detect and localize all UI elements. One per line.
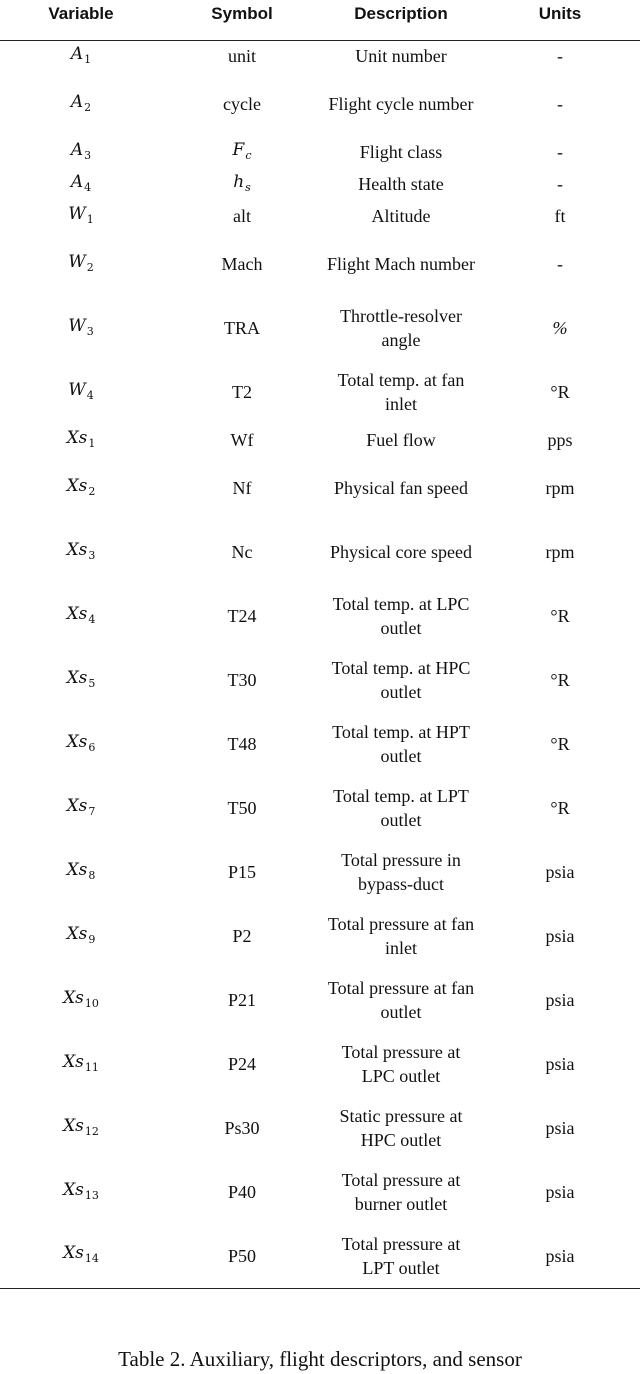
description-cell: Flight class [359, 142, 443, 162]
variable-cell: $Xs_8$ [66, 859, 96, 882]
variable-cell: $Xs_{10}$ [63, 987, 99, 1010]
symbol-cell: Nf [232, 478, 252, 498]
table-row [0, 136, 640, 168]
header-variable: Variable [0, 0, 162, 40]
variable-cell: $A_1$ [70, 43, 92, 66]
table-body [0, 40, 640, 1288]
variable-cell: $W_1$ [68, 203, 94, 226]
variable-cell: $Xs_3$ [66, 539, 96, 562]
variable-cell: $Xs_5$ [66, 667, 96, 690]
table-row [0, 1096, 640, 1160]
table-row [0, 648, 640, 712]
description-cell: Total pressure in bypass-duct [341, 850, 461, 894]
symbol-cell: Mach [221, 254, 263, 274]
variable-cell: $Xs_1$ [66, 427, 96, 450]
units-cell: rpm [545, 478, 575, 498]
symbol-cell: alt [233, 206, 251, 226]
table-row [0, 232, 640, 296]
description-cell: Total pressure at LPC outlet [341, 1042, 461, 1086]
units-cell: psia [545, 1118, 575, 1138]
units-cell: psia [545, 990, 575, 1010]
symbol-cell: T24 [227, 606, 257, 626]
description-cell: Total pressure at fan outlet [327, 978, 475, 1022]
table-header [0, 0, 640, 40]
header-symbol: Symbol [162, 0, 322, 40]
table-row [0, 360, 640, 424]
header-units: Units [480, 0, 640, 40]
symbol-cell: P2 [232, 926, 252, 946]
variable-cell: $Xs_4$ [66, 603, 96, 626]
units-cell: pps [547, 430, 573, 450]
variable-cell: $Xs_6$ [66, 731, 96, 754]
table-row [0, 776, 640, 840]
description-cell: Total temp. at HPC outlet [331, 658, 471, 702]
table-row [0, 904, 640, 968]
table-row [0, 968, 640, 1032]
units-cell: psia [545, 862, 575, 882]
symbol-cell: T30 [227, 670, 257, 690]
symbol-cell: $F_c$ [232, 139, 252, 162]
description-cell: Physical core speed [330, 542, 472, 562]
variable-cell: $W_4$ [68, 379, 94, 402]
variable-cell: $A_4$ [70, 171, 92, 194]
description-cell: Total temp. at LPC outlet [332, 594, 470, 638]
table-row [0, 520, 640, 584]
variable-cell: $Xs_{13}$ [63, 1179, 99, 1202]
table-row [0, 40, 640, 72]
variable-cell: $Xs_{14}$ [0, 1224, 162, 1288]
description-cell: Static pressure at HPC outlet [339, 1106, 463, 1150]
symbol-cell: P21 [227, 990, 256, 1010]
units-cell: rpm [545, 542, 575, 562]
table-row [0, 712, 640, 776]
units-cell: - [557, 94, 563, 114]
symbol-cell: unit [227, 46, 256, 67]
description-cell: Altitude [371, 206, 431, 226]
table-row [0, 72, 640, 136]
units-cell: psia [545, 1182, 575, 1202]
table-row [0, 584, 640, 648]
table-row [0, 1160, 640, 1224]
description-cell: Health state [358, 174, 444, 194]
variable-cell: $Xs_{11}$ [63, 1051, 99, 1074]
variable-cell: $W_2$ [68, 251, 94, 274]
symbol-cell: Nc [231, 542, 253, 562]
units-cell: °R [550, 734, 570, 754]
description-cell: Physical fan speed [334, 478, 468, 498]
units-cell: - [557, 46, 563, 67]
header-description: Description [322, 0, 480, 40]
variable-cell: $Xs_{12}$ [63, 1115, 99, 1138]
description-cell: Unit number [355, 46, 447, 67]
variable-cell: $A_2$ [70, 91, 92, 114]
variable-cell: $Xs_7$ [66, 795, 96, 818]
description-cell: Total temp. at fan inlet [337, 370, 465, 414]
table-row [0, 1224, 640, 1288]
table-row [0, 1032, 640, 1096]
units-cell: - [557, 254, 563, 274]
variable-cell: $A_3$ [70, 139, 92, 162]
symbol-cell: P24 [227, 1054, 256, 1074]
header-row [0, 0, 640, 40]
symbol-cell: P50 [162, 1224, 322, 1288]
units-cell: psia [480, 1224, 640, 1288]
description-cell: Total temp. at HPT outlet [332, 722, 470, 766]
table-row [0, 168, 640, 200]
units-cell: °R [550, 382, 570, 402]
table-row [0, 456, 640, 520]
symbol-cell: Ps30 [224, 1118, 260, 1138]
units-cell: psia [545, 1054, 575, 1074]
symbol-cell: T2 [232, 382, 252, 402]
units-cell: psia [545, 926, 575, 946]
description-cell: Total pressure at LPT outlet [322, 1224, 480, 1288]
symbol-cell: TRA [224, 318, 260, 338]
description-cell: Flight Mach number [327, 254, 475, 274]
symbol-cell: T48 [227, 734, 257, 754]
description-cell: Total pressure at fan inlet [327, 914, 475, 958]
units-cell: °R [550, 798, 570, 818]
table-row [0, 296, 640, 360]
table-caption: Table 2. Auxiliary, flight descriptors, and sensor [118, 1347, 522, 1371]
description-cell: Throttle-resolver angle [340, 306, 462, 350]
description-cell: Fuel flow [366, 430, 436, 450]
units-cell: ft [554, 206, 566, 226]
symbol-cell: Wf [230, 430, 254, 450]
table-row [0, 200, 640, 232]
symbol-cell: $h_s$ [233, 171, 251, 194]
symbol-cell: P40 [227, 1182, 256, 1202]
units-cell: % [552, 318, 568, 338]
variable-cell: $Xs_2$ [66, 475, 96, 498]
units-cell: - [557, 174, 563, 194]
units-cell: °R [550, 670, 570, 690]
units-cell: - [557, 142, 563, 162]
variable-cell: $Xs_9$ [66, 923, 96, 946]
description-cell: Total temp. at LPT outlet [333, 786, 469, 830]
variable-cell: $W_3$ [68, 315, 94, 338]
units-cell: °R [550, 606, 570, 626]
symbol-cell: T50 [227, 798, 257, 818]
table-row [0, 840, 640, 904]
description-cell: Flight cycle number [328, 94, 474, 114]
table-row [0, 424, 640, 456]
symbol-cell: P15 [227, 862, 256, 882]
description-cell: Total pressure at burner outlet [341, 1170, 461, 1214]
symbol-cell: cycle [223, 94, 261, 114]
